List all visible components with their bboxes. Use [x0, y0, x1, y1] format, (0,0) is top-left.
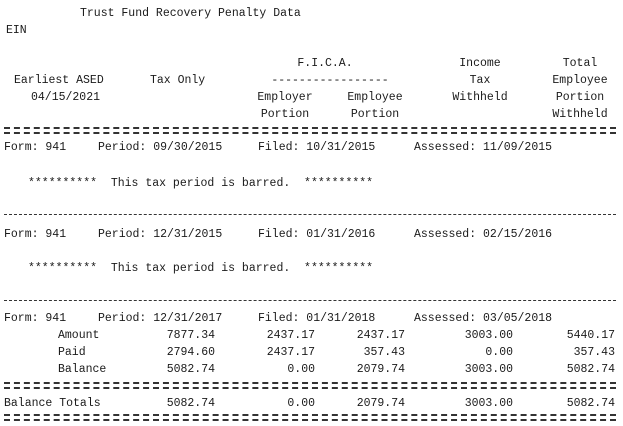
period-2-assessed: Assessed: 02/15/2016: [414, 228, 553, 241]
total-heading-1: Total: [562, 57, 598, 70]
balance-totals-label: Balance Totals: [4, 397, 101, 410]
row-balance-employee: 2079.74: [356, 363, 405, 376]
period-1-form: Form: 941: [4, 141, 67, 154]
income-heading-2: Tax: [469, 74, 491, 87]
total-heading-2: Employee: [552, 74, 608, 87]
row-paid-tax-only: 2794.60: [166, 346, 215, 359]
period-2-form: Form: 941: [4, 228, 67, 241]
period-divider-2: [4, 300, 616, 309]
row-balance-label: Balance: [58, 363, 107, 376]
totals-divider-top: [4, 382, 616, 389]
period-divider-1: [4, 214, 616, 223]
employer-heading-2: Portion: [260, 108, 310, 121]
row-paid-income-tax: 0.00: [485, 346, 513, 359]
report-title: Trust Fund Recovery Penalty Data: [80, 7, 301, 20]
row-amount-income-tax: 3003.00: [464, 329, 513, 342]
period-2-barred-note: ********** This tax period is barred. **********: [28, 262, 374, 275]
income-heading-3: Withheld: [452, 91, 508, 104]
row-balance-total: 5082.74: [566, 363, 615, 376]
earliest-ased-date: 04/15/2021: [31, 91, 101, 104]
total-heading-3: Portion: [555, 91, 605, 104]
row-amount-employee: 2437.17: [356, 329, 405, 342]
row-amount-label: Amount: [58, 329, 100, 342]
period-3-period: Period: 12/31/2017: [98, 312, 223, 325]
header-divider: [4, 127, 616, 134]
employee-heading-1: Employee: [347, 91, 403, 104]
period-3-form: Form: 941: [4, 312, 67, 325]
period-2-filed: Filed: 01/31/2016: [258, 228, 376, 241]
tax-only-heading: Tax Only: [150, 74, 206, 87]
row-paid-employee: 357.43: [363, 346, 405, 359]
total-heading-4: Withheld: [552, 108, 608, 121]
row-paid-label: Paid: [58, 346, 86, 359]
totals-income-tax: 3003.00: [464, 397, 513, 410]
row-paid-total: 357.43: [573, 346, 615, 359]
employee-heading-2: Portion: [350, 108, 400, 121]
period-1-filed: Filed: 10/31/2015: [258, 141, 376, 154]
totals-employer: 0.00: [287, 397, 315, 410]
period-3-filed: Filed: 01/31/2018: [258, 312, 376, 325]
row-balance-employer: 0.00: [287, 363, 315, 376]
row-balance-tax-only: 5082.74: [166, 363, 215, 376]
period-1-barred-note: ********** This tax period is barred. **********: [28, 177, 374, 190]
period-1-assessed: Assessed: 11/09/2015: [414, 141, 553, 154]
period-3-assessed: Assessed: 03/05/2018: [414, 312, 553, 325]
totals-divider-bottom: [4, 414, 616, 421]
period-2-period: Period: 12/31/2015: [98, 228, 223, 241]
period-1-period: Period: 09/30/2015: [98, 141, 223, 154]
row-amount-total: 5440.17: [566, 329, 615, 342]
fica-heading: F.I.C.A.: [297, 57, 353, 70]
totals-employee: 2079.74: [356, 397, 405, 410]
income-heading-1: Income: [459, 57, 501, 70]
totals-tax-only: 5082.74: [166, 397, 215, 410]
earliest-ased-label: Earliest ASED: [14, 74, 104, 87]
employer-heading-1: Employer: [257, 91, 313, 104]
fica-dashes: -----------------: [271, 74, 389, 87]
row-paid-employer: 2437.17: [266, 346, 315, 359]
row-balance-income-tax: 3003.00: [464, 363, 513, 376]
totals-total: 5082.74: [566, 397, 615, 410]
ein-label: EIN: [6, 24, 27, 37]
row-amount-employer: 2437.17: [266, 329, 315, 342]
row-amount-tax-only: 7877.34: [166, 329, 215, 342]
